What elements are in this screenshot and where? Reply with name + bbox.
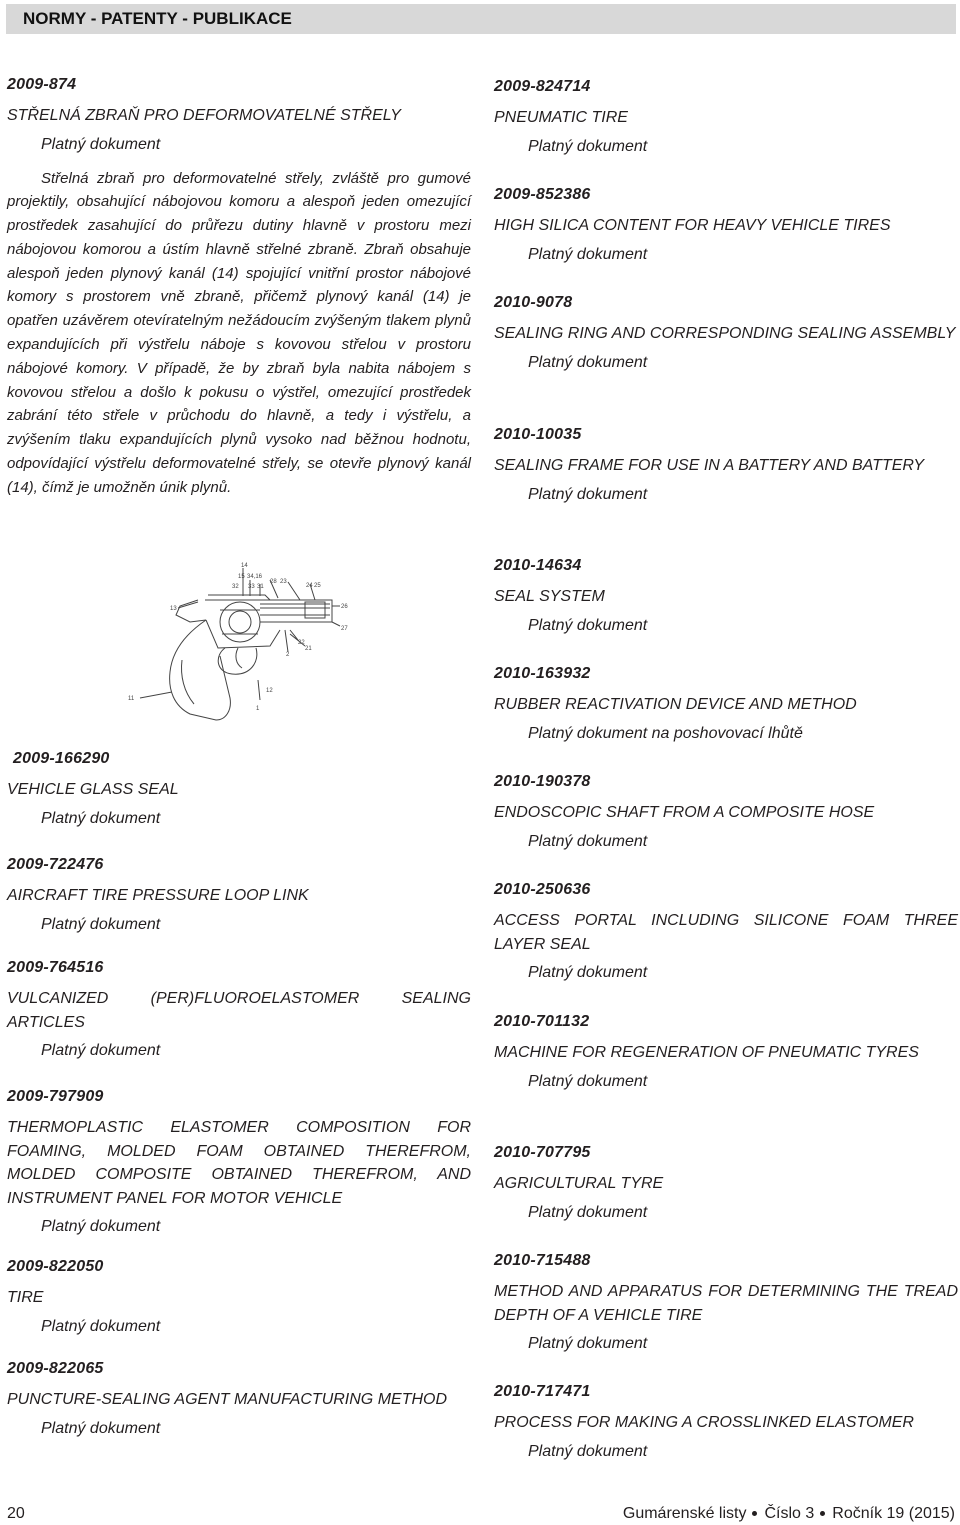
patent-title: SEALING FRAME FOR USE IN A BATTERY AND BATTERY <box>494 457 924 474</box>
patent-entry <box>494 556 958 636</box>
patent-title: PNEUMATIC TIRE <box>494 109 628 126</box>
patent-entry <box>7 1359 471 1439</box>
patent-number: 2010-9078 <box>494 294 573 311</box>
patent-description: Střelná zbraň pro deformovatelné střely, zvláště pro gumové projektily, obsahující nábojovou komoru a alespoň jeden omezující prostředek zasahující do průřezu dutiny hlavně v prostoru mezi nábojovou komorou a ústím hlavně střelné zbraně. Zbraň obsahuje alespoň jeden plynový kanál (14) spojující vnitřní prostor nábojové komory s prostorem vně zbraně, přičemž plynový kanál (14) je opatřen uzávěrem otevíratelným nežádoucím zvýšeným tlakem plynů expandujících při výstřelu náboje s kovovou střelou v prostoru nábojové komory. V případě, že by zbraň byla nabita nábojem s kovovou střelou a došlo k pokusu o výstřel, omezující prostředek zabrání této střele v průchodu do hlavně, a tedy i výstřelu, a zvýšením tlaku expandujících plynů vysoko nad běžnou hodnotu, odpovídající výstřelu deformovatelné střely, se otevře plynový kanál (14), čímž je umožněn únik plynů. <box>7 169 471 496</box>
figure-label: 1 <box>256 706 260 712</box>
section-header <box>6 4 956 34</box>
figure-label: 32 <box>232 584 239 590</box>
patent-title: SEALING RING AND CORRESPONDING SEALING ASSEMBLY <box>494 325 956 342</box>
figure-label: 27 <box>341 626 348 632</box>
patent-entry <box>494 1012 958 1092</box>
volume-info: Ročník 19 (2015) <box>832 1505 955 1522</box>
patent-status: Platný dokument <box>41 1042 161 1059</box>
figure-label: 25 <box>314 583 321 589</box>
patent-number: 2009-166290 <box>13 750 110 767</box>
patent-title: TIRE <box>7 1289 44 1306</box>
patent-status: Platný dokument <box>41 135 161 153</box>
figure-label: 26 <box>341 604 348 610</box>
patent-title: PUNCTURE-SEALING AGENT MANUFACTURING METHOD <box>7 1391 448 1408</box>
patent-entry <box>7 1257 471 1337</box>
patent-status: Platný dokument <box>528 964 648 981</box>
patent-number: 2009-722476 <box>7 856 104 873</box>
patent-status: Platný dokument <box>41 809 161 827</box>
patent-entry <box>494 772 958 852</box>
issue-number: Číslo 3 <box>764 1505 815 1522</box>
figure-label: 11 <box>128 696 135 702</box>
journal-info <box>623 1504 955 1524</box>
patent-title: STŘELNÁ ZBRAŇ PRO DEFORMOVATELNÉ STŘELY <box>7 107 401 124</box>
patent-entry <box>7 1087 471 1237</box>
figure-label: 14 <box>241 563 248 569</box>
patent-number: 2010-163932 <box>494 665 591 682</box>
journal-name: Gumárenské listy <box>622 1505 747 1522</box>
figure-label: 22 <box>298 640 305 646</box>
figure-label: 23 <box>280 579 287 585</box>
patent-status: Platný dokument <box>41 1419 161 1437</box>
patent-entry <box>494 880 958 983</box>
patent-status: Platný dokument <box>528 1203 648 1221</box>
patent-number: 2010-715488 <box>494 1252 591 1269</box>
patent-title: THERMOPLASTIC ELASTOMER COMPOSITION FOR FOAMING, MOLDED FOAM OBTAINED THEREFROM, MOLDED COMPOSITE OBTAINED THEREFROM, AND INSTRUMENT PANEL FOR MOTOR VEHICLE <box>7 1119 471 1207</box>
patent-entry <box>494 185 958 265</box>
patent-title: ACCESS PORTAL INCLUDING SILICONE FOAM THREE LAYER SEAL <box>494 912 958 953</box>
patent-entry <box>494 664 958 744</box>
patent-status: Platný dokument <box>528 832 648 850</box>
patent-status: Platný dokument <box>528 485 648 503</box>
patent-entry <box>494 425 958 505</box>
patent-entry <box>7 855 471 935</box>
patent-title: VEHICLE GLASS SEAL <box>7 781 179 798</box>
patent-status: Platný dokument <box>41 1218 161 1235</box>
patent-number: 2009-874 <box>7 76 77 93</box>
page-footer <box>7 1504 957 1524</box>
patent-status: Platný dokument <box>528 137 648 155</box>
patent-entry <box>7 958 471 1061</box>
figure-label: 15 <box>238 574 245 580</box>
patent-title: MACHINE FOR REGENERATION OF PNEUMATIC TYRES <box>494 1044 919 1061</box>
patent-number: 2010-717471 <box>494 1383 591 1400</box>
patent-number: 2009-852386 <box>494 186 591 203</box>
patent-entry <box>7 778 471 829</box>
figure-label: 28 <box>270 579 277 585</box>
patent-status: Platný dokument <box>528 1335 648 1352</box>
patent-title: PROCESS FOR MAKING A CROSSLINKED ELASTOMER <box>494 1414 914 1431</box>
section-title: NORMY - PATENTY - PUBLIKACE <box>23 9 292 28</box>
patent-number: 2010-10035 <box>494 426 582 443</box>
figure-label: 34,16 <box>247 574 263 580</box>
patent-number: 2010-701132 <box>494 1013 590 1030</box>
patent-entry <box>7 749 471 769</box>
patent-number: 2009-824714 <box>494 78 591 95</box>
patent-number: 2010-14634 <box>494 557 582 574</box>
figure-label: 33 <box>248 584 255 590</box>
figure-label: 12 <box>266 688 273 694</box>
patent-number: 2009-797909 <box>7 1088 104 1105</box>
figure-label: 24 <box>306 583 313 589</box>
patent-title: RUBBER REACTIVATION DEVICE AND METHOD <box>494 696 857 713</box>
revolver-drawing <box>110 560 360 735</box>
patent-status: Platný dokument <box>528 353 648 371</box>
patent-title: VULCANIZED (PER)FLUOROELASTOMER SEALING ARTICLES <box>7 990 471 1031</box>
bullet-icon <box>752 1511 757 1516</box>
patent-entry <box>494 1143 958 1223</box>
patent-title: AIRCRAFT TIRE PRESSURE LOOP LINK <box>7 887 309 904</box>
figure-label: 21 <box>305 646 312 652</box>
patent-status: Platný dokument <box>41 915 161 933</box>
patent-entry <box>494 293 958 373</box>
patent-entry-featured <box>7 75 471 500</box>
figure-label: 2 <box>286 652 290 658</box>
patent-title: AGRICULTURAL TYRE <box>494 1175 664 1192</box>
patent-entry <box>494 1382 958 1462</box>
patent-number: 2010-707795 <box>494 1144 591 1161</box>
patent-status: Platný dokument <box>528 616 648 634</box>
patent-number: 2010-190378 <box>494 773 591 790</box>
patent-entry <box>494 1251 958 1354</box>
patent-number: 2009-822050 <box>7 1258 104 1275</box>
patent-number: 2009-764516 <box>7 959 104 976</box>
bullet-icon <box>820 1511 825 1516</box>
patent-status: Platný dokument <box>528 1072 648 1090</box>
patent-list-left <box>7 749 471 829</box>
patent-status: Platný dokument na poshovovací lhůtě <box>528 724 803 742</box>
patent-status: Platný dokument <box>41 1317 161 1335</box>
patent-number: 2010-250636 <box>494 881 591 898</box>
patent-entry <box>494 77 958 157</box>
patent-status: Platný dokument <box>528 245 648 263</box>
figure-label: 31 <box>257 584 264 590</box>
patent-title: METHOD AND APPARATUS FOR DETERMINING THE TREAD DEPTH OF A VEHICLE TIRE <box>494 1283 958 1324</box>
patent-number: 2009-822065 <box>7 1360 104 1377</box>
patent-title: SEAL SYSTEM <box>494 588 605 605</box>
patent-title: HIGH SILICA CONTENT FOR HEAVY VEHICLE TIRES <box>494 217 891 234</box>
patent-title: ENDOSCOPIC SHAFT FROM A COMPOSITE HOSE <box>494 804 875 821</box>
figure-label: 13 <box>170 606 177 612</box>
page-number: 20 <box>7 1505 25 1522</box>
patent-status: Platný dokument <box>528 1442 648 1460</box>
